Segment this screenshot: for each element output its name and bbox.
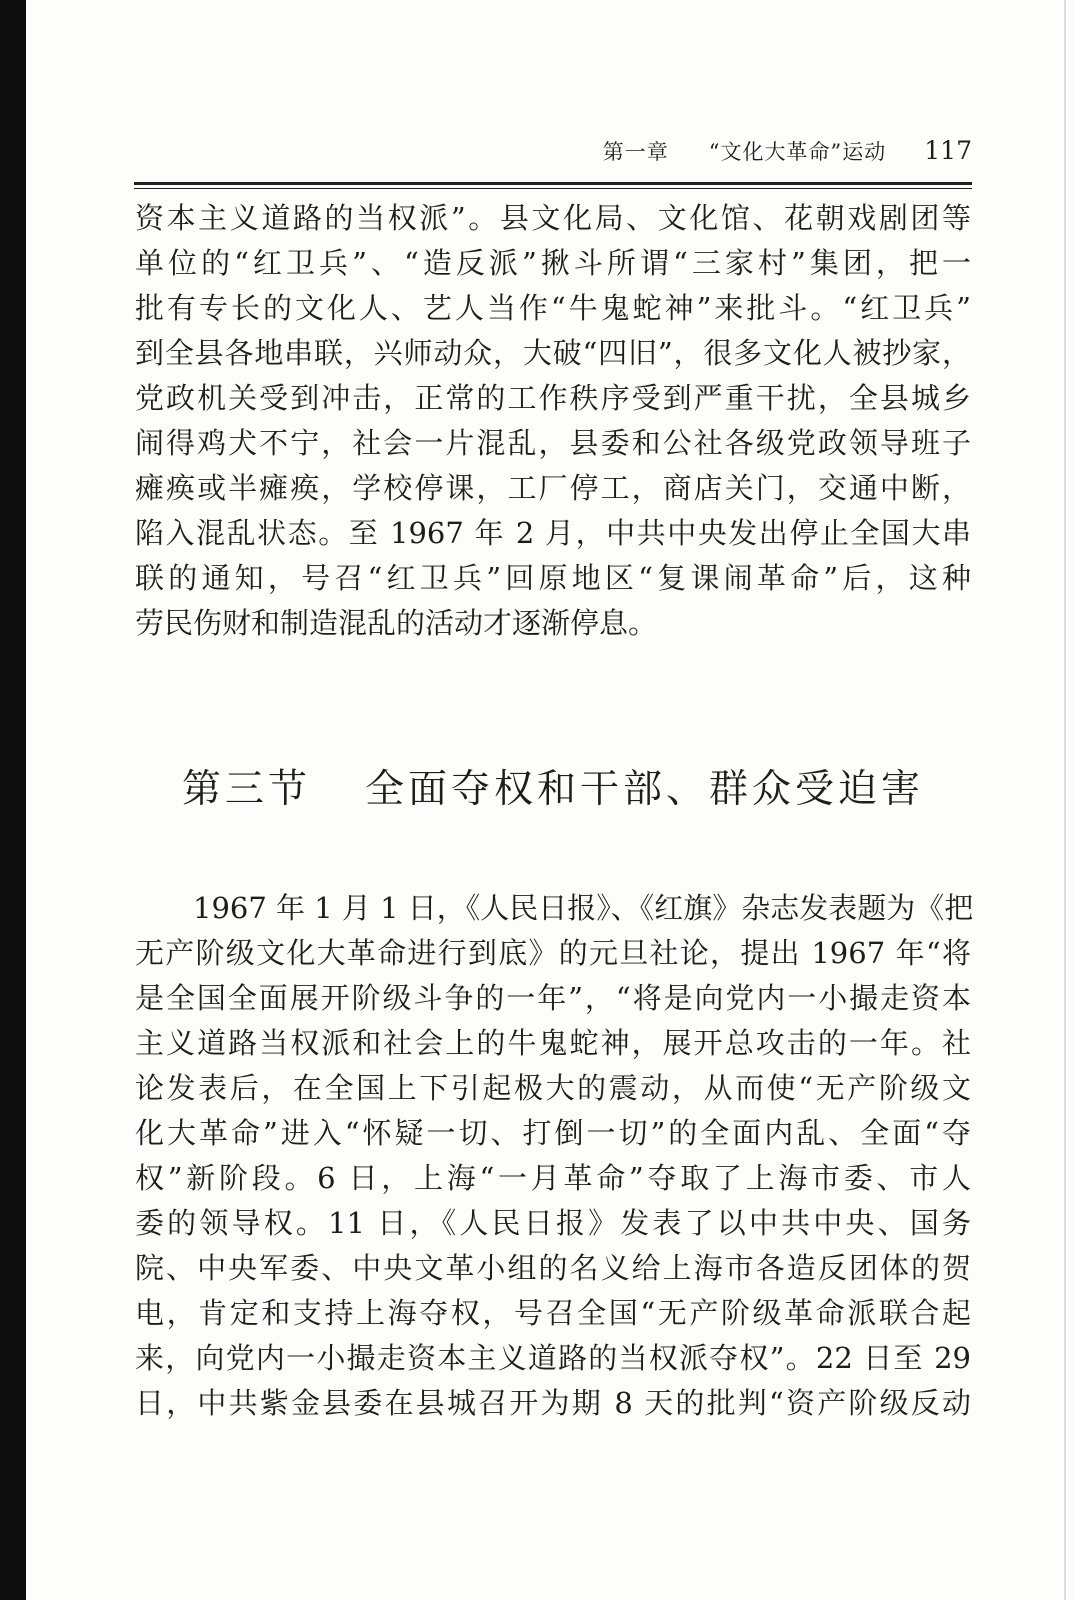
text-line: 院、中央军委、中央文革小组的名义给上海市各造反团体的贺 xyxy=(135,1251,971,1285)
section-heading xyxy=(135,758,971,814)
paragraph-1 xyxy=(135,196,971,646)
text-line: 电，肯定和支持上海夺权，号召全国“无产阶级革命派联合起 xyxy=(135,1296,971,1330)
text-line: 论发表后，在全国上下引起极大的震动，从而使“无产阶级文 xyxy=(135,1071,971,1105)
text-line: 日，中共紫金县委在县城召开为期 8 天的批判“资产阶级反动 xyxy=(135,1386,971,1420)
header-rule-thin xyxy=(134,188,972,189)
text-line: 来，向党内一小撮走资本主义道路的当权派夺权”。22 日至 29 xyxy=(135,1341,971,1375)
text-line: 主义道路当权派和社会上的牛鬼蛇神，展开总攻击的一年。社 xyxy=(135,1026,971,1060)
text-line: 瘫痪或半瘫痪，学校停课，工厂停工，商店关门，交通中断， xyxy=(135,471,971,505)
text-line: 1967 年 1 月 1 日，《人民日报》、《红旗》杂志发表题为《把 xyxy=(135,891,974,925)
text-line: 党政机关受到冲击，正常的工作秩序受到严重干扰，全县城乡 xyxy=(135,381,971,415)
text-line: 化大革命”进入“怀疑一切、打倒一切”的全面内乱、全面“夺 xyxy=(135,1116,971,1150)
text-line: 批有专长的文化人、艺人当作“牛鬼蛇神”来批斗。“红卫兵” xyxy=(135,291,971,325)
paragraph-2 xyxy=(135,886,974,1426)
section-number: 第三节 xyxy=(181,767,311,812)
text-line: 闹得鸡犬不宁，社会一片混乱，县委和公社各级党政领导班子 xyxy=(135,426,971,460)
page-number: 117 xyxy=(924,136,972,165)
section-title: 全面夺权和干部、群众受迫害 xyxy=(365,767,925,812)
text-line: 单位的“红卫兵”、“造反派”揪斗所谓“三家村”集团，把一 xyxy=(135,246,971,280)
text-line: 联的通知，号召“红卫兵”回原地区“复课闹革命”后，这种 xyxy=(135,561,971,595)
header-chapter-title: “文化大革命”运动 xyxy=(708,140,887,164)
text-line: 陷入混乱状态。至 1967 年 2 月，中共中央发出停止全国大串 xyxy=(135,516,971,550)
scan-left-edge xyxy=(0,0,26,1600)
text-line: 资本主义道路的当权派”。县文化局、文化馆、花朝戏剧团等 xyxy=(135,201,971,235)
header-chapter: 第一章 xyxy=(602,140,669,164)
text-line: 无产阶级文化大革命进行到底》的元旦社论，提出 1967 年“将 xyxy=(135,936,971,970)
running-header xyxy=(134,136,972,176)
text-line: 到全县各地串联，兴师动众，大破“四旧”，很多文化人被抄家， xyxy=(135,336,971,370)
text-line: 是全国全面展开阶级斗争的一年”，“将是向党内一小撮走资本 xyxy=(135,981,971,1015)
header-rule-thick xyxy=(134,182,972,185)
text-line: 劳民伤财和制造混乱的活动才逐渐停息。 xyxy=(135,606,658,640)
scan-right-edge xyxy=(1064,0,1074,1600)
text-line: 权”新阶段。6 日，上海“一月革命”夺取了上海市委、市人 xyxy=(135,1161,971,1195)
text-line: 委的领导权。11 日，《人民日报》发表了以中共中央、国务 xyxy=(135,1206,971,1240)
